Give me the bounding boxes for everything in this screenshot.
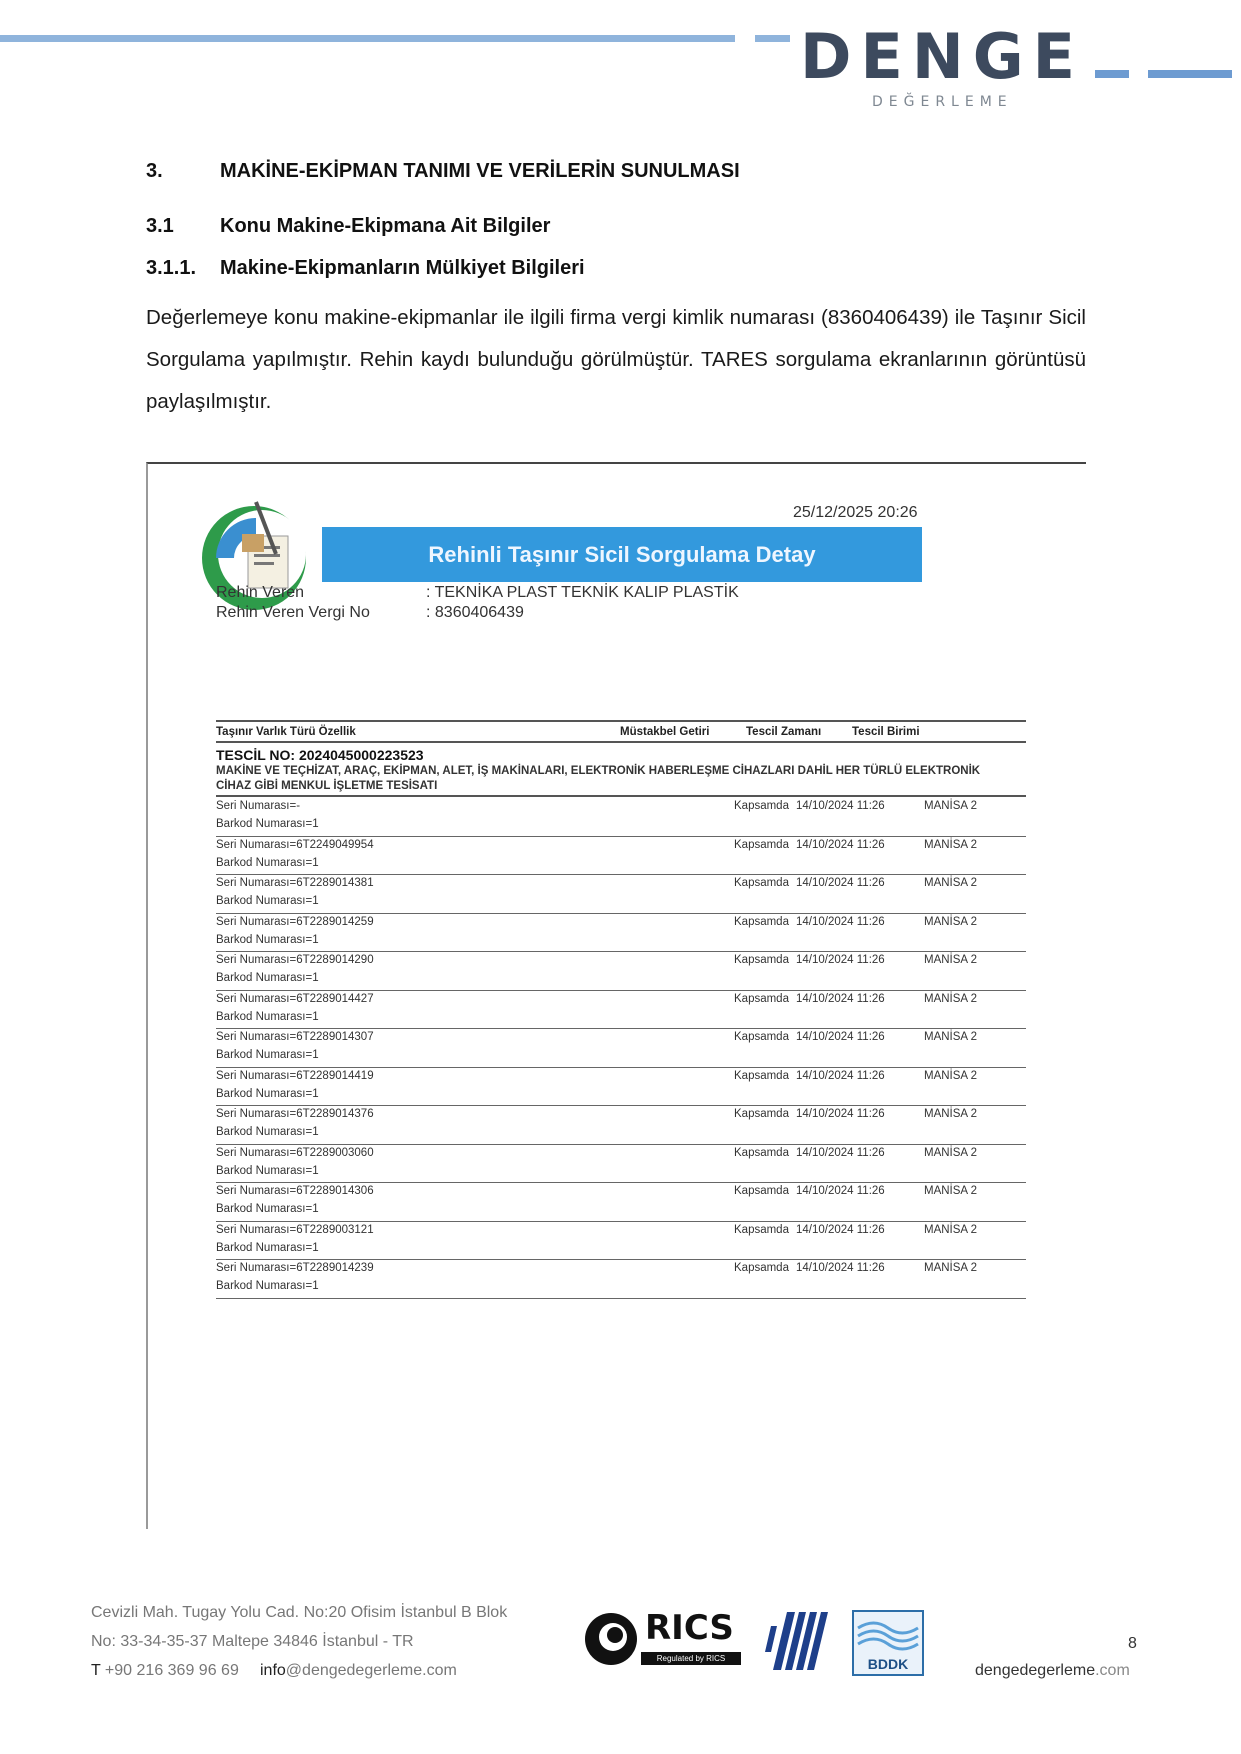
registration-time: 14/10/2024 11:26	[796, 1146, 885, 1159]
query-banner: Rehinli Taşınır Sicil Sorgulama Detay	[322, 527, 922, 582]
registration-time: 14/10/2024 11:26	[796, 1185, 885, 1197]
footer-phone	[91, 1662, 239, 1680]
barcode-number: Barkod Numarası=1	[216, 1164, 319, 1177]
body-paragraph: Değerlemeye konu makine-ekipmanlar ile ilgili firma vergi kimlik numarası (8360406439) ile Taşınır Sicil Sorgulama yapılmıştır. Rehin kaydı bulunduğu görülmüştür. TARES sorgulama ekranlarının görüntüsü paylaşılmıştır.	[146, 306, 1086, 413]
serial-number: Seri Numarası=6T2289014427	[216, 992, 374, 1005]
future-yield: Kapsamda	[734, 1262, 789, 1274]
section-number: 3.	[146, 160, 163, 182]
future-yield: Kapsamda	[734, 800, 789, 812]
header-line	[0, 35, 735, 42]
registration-unit: MANİSA 2	[924, 1185, 978, 1197]
registration-time: 14/10/2024 11:26	[796, 1223, 885, 1236]
serial-number: Seri Numarası=-	[216, 800, 301, 812]
section-heading-3	[146, 160, 740, 183]
registration-unit: MANİSA 2	[924, 1262, 978, 1274]
phone-number: +90 216 369 96 69	[100, 1662, 239, 1679]
tares-screenshot	[146, 462, 1086, 1529]
section-number: 3.1.1.	[146, 257, 197, 279]
serial-number: Seri Numarası=6T2289014419	[216, 1069, 374, 1082]
logo-dash	[1095, 70, 1129, 78]
registration-unit: MANİSA 2	[924, 1069, 978, 1082]
table-row	[216, 913, 1026, 953]
column-header: Tescil Zamanı	[746, 726, 822, 738]
barcode-number: Barkod Numarası=1	[216, 856, 319, 869]
phone-prefix: T	[91, 1662, 101, 1679]
serial-number: Seri Numarası=6T2289014239	[216, 1262, 374, 1274]
future-yield: Kapsamda	[734, 954, 789, 966]
table-row	[216, 1144, 1026, 1184]
tescil-number: TESCİL NO: 2024045000223523	[216, 747, 424, 763]
bddk-logo	[852, 1610, 924, 1676]
future-yield: Kapsamda	[734, 1146, 789, 1159]
barcode-number: Barkod Numarası=1	[216, 1241, 319, 1254]
registration-unit: MANİSA 2	[924, 1146, 978, 1159]
future-yield: Kapsamda	[734, 1108, 789, 1120]
registration-unit: MANİSA 2	[924, 838, 978, 851]
bddk-waves-icon	[854, 1616, 922, 1656]
registration-time: 14/10/2024 11:26	[796, 992, 885, 1005]
future-yield: Kapsamda	[734, 1185, 789, 1197]
table-row	[216, 1067, 1026, 1107]
rics-logo	[583, 1606, 743, 1672]
section-title: MAKİNE-EKİPMAN TANIMI VE VERİLERİN SUNULMASI	[220, 160, 740, 182]
website-tld: .com	[1095, 1662, 1130, 1679]
registration-unit: MANİSA 2	[924, 1108, 978, 1120]
section-heading-3-1	[146, 215, 550, 238]
barcode-number: Barkod Numarası=1	[216, 1126, 319, 1138]
column-header: Taşınır Varlık Türü Özellik	[216, 726, 356, 738]
table-row	[216, 1105, 1026, 1145]
registration-time: 14/10/2024 11:26	[796, 915, 885, 928]
registration-time: 14/10/2024 11:26	[796, 1262, 885, 1274]
logo-wordmark: DENGE	[800, 20, 1084, 93]
barcode-number: Barkod Numarası=1	[216, 1203, 319, 1215]
asset-description: MAKİNE VE TEÇHİZAT, ARAÇ, EKİPMAN, ALET, İŞ MAKİNALARI, ELEKTRONİK HABERLEŞME CİHAZLARI DAHİL HER TÜRLÜ ELEKTRONİK CİHAZ GİBİ MENKUL İŞLETME TESİSATI	[216, 765, 981, 792]
future-yield: Kapsamda	[734, 838, 789, 851]
serial-number: Seri Numarası=6T2289014290	[216, 954, 374, 966]
serial-number: Seri Numarası=6T2289014306	[216, 1185, 374, 1197]
table-row	[216, 951, 1026, 991]
section-number: 3.1	[146, 215, 174, 237]
company-logo	[800, 20, 1100, 110]
header-line-segment	[755, 35, 790, 42]
future-yield: Kapsamda	[734, 1223, 789, 1236]
registration-time: 14/10/2024 11:26	[796, 1108, 885, 1120]
barcode-number: Barkod Numarası=1	[216, 1049, 319, 1061]
email-prefix: info	[260, 1662, 286, 1679]
barcode-number: Barkod Numarası=1	[216, 1010, 319, 1023]
table-row	[216, 874, 1026, 914]
future-yield: Kapsamda	[734, 1069, 789, 1082]
rics-wordmark: RICS	[645, 1608, 734, 1648]
footer-email[interactable]	[260, 1662, 457, 1680]
registration-unit: MANİSA 2	[924, 954, 978, 966]
registration-time: 14/10/2024 11:26	[796, 877, 885, 889]
table-row	[216, 990, 1026, 1030]
registration-unit: MANİSA 2	[924, 1031, 978, 1043]
serial-number: Seri Numarası=6T2289014259	[216, 915, 374, 928]
rehin-veren-label: Rehin Veren	[216, 584, 305, 601]
rics-tagline: Regulated by RICS	[641, 1652, 741, 1665]
section-heading-3-1-1	[146, 257, 585, 280]
registration-time: 14/10/2024 11:26	[796, 800, 885, 812]
barcode-number: Barkod Numarası=1	[216, 818, 319, 830]
serial-number: Seri Numarası=6T2289003121	[216, 1223, 374, 1236]
footer-address-line2: No: 33-34-35-37 Maltepe 34846 İstanbul - TR	[91, 1633, 414, 1650]
vergi-no-label: Rehin Veren Vergi No	[216, 604, 370, 621]
footer-website[interactable]	[975, 1662, 1130, 1680]
rehin-veren-value: : TEKNİKA PLAST TEKNİK KALIP PLASTİK	[426, 584, 739, 601]
barcode-number: Barkod Numarası=1	[216, 933, 319, 946]
serial-number: Seri Numarası=6T2289003060	[216, 1146, 374, 1159]
table-row	[216, 836, 1026, 876]
serial-number: Seri Numarası=6T2289014307	[216, 1031, 374, 1043]
email-domain: @dengedegerleme.com	[285, 1662, 457, 1679]
future-yield: Kapsamda	[734, 992, 789, 1005]
registration-unit: MANİSA 2	[924, 877, 978, 889]
logo-dash	[1148, 70, 1232, 78]
registration-unit: MANİSA 2	[924, 915, 978, 928]
table-row	[216, 1259, 1026, 1299]
table-row	[216, 1028, 1026, 1068]
partner-stripes-icon	[765, 1612, 830, 1670]
rics-lion-icon	[583, 1610, 639, 1668]
table-top-rule	[216, 720, 1026, 722]
website-name: dengedegerleme	[975, 1662, 1096, 1679]
barcode-number: Barkod Numarası=1	[216, 895, 319, 907]
future-yield: Kapsamda	[734, 877, 789, 889]
barcode-number: Barkod Numarası=1	[216, 972, 319, 984]
registration-time: 14/10/2024 11:26	[796, 1069, 885, 1082]
registration-unit: MANİSA 2	[924, 1223, 978, 1236]
footer-address-line1: Cevizli Mah. Tugay Yolu Cad. No:20 Ofisim İstanbul B Blok	[91, 1604, 508, 1621]
table-row	[216, 1221, 1026, 1261]
barcode-number: Barkod Numarası=1	[216, 1280, 319, 1292]
vergi-no-value: : 8360406439	[426, 604, 524, 621]
table-header-rule	[216, 741, 1026, 743]
barcode-number: Barkod Numarası=1	[216, 1087, 319, 1100]
page-number: 8	[1128, 1635, 1137, 1652]
section-title: Makine-Ekipmanların Mülkiyet Bilgileri	[220, 257, 585, 279]
future-yield: Kapsamda	[734, 1031, 789, 1043]
section-title: Konu Makine-Ekipmana Ait Bilgiler	[220, 215, 551, 237]
registration-time: 14/10/2024 11:26	[796, 838, 885, 851]
serial-number: Seri Numarası=6T2289014376	[216, 1108, 374, 1120]
query-date: 25/12/2025 20:26	[793, 504, 918, 521]
registration-time: 14/10/2024 11:26	[796, 1031, 885, 1043]
column-header: Tescil Birimi	[852, 726, 920, 738]
serial-number: Seri Numarası=6T2249049954	[216, 838, 374, 851]
column-header: Müstakbel Getiri	[620, 726, 710, 738]
table-row	[216, 797, 1026, 837]
table-row	[216, 1182, 1026, 1222]
bddk-label: BDDK	[867, 1656, 909, 1672]
serial-number: Seri Numarası=6T2289014381	[216, 877, 374, 889]
registration-unit: MANİSA 2	[924, 800, 978, 812]
registration-unit: MANİSA 2	[924, 992, 978, 1005]
logo-subtitle: DEĞERLEME	[872, 94, 1013, 110]
future-yield: Kapsamda	[734, 915, 789, 928]
registration-time: 14/10/2024 11:26	[796, 954, 885, 966]
